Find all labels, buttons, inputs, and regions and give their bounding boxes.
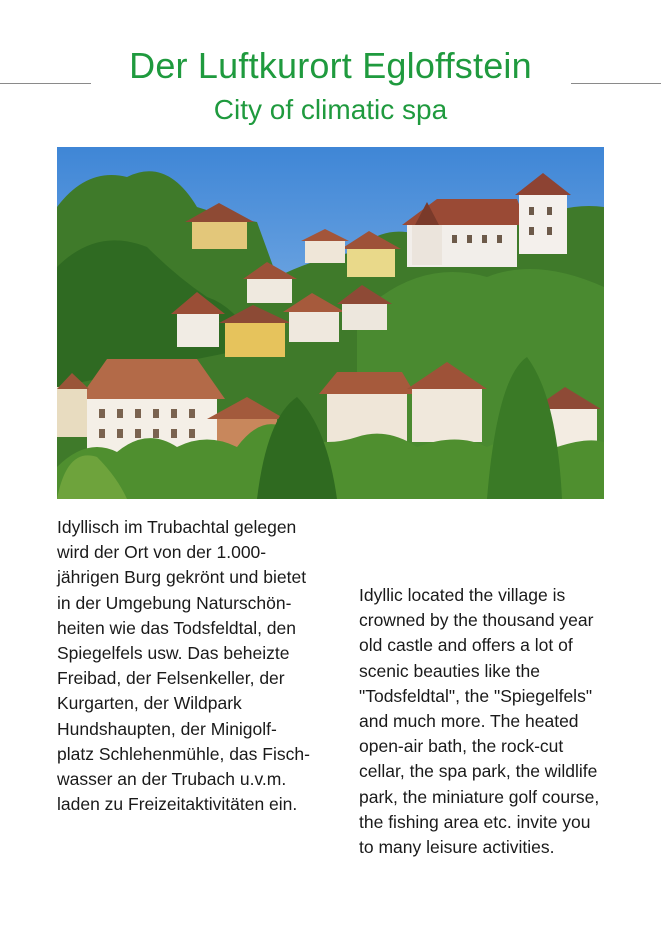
- village-photo: [57, 147, 604, 499]
- english-description: Idyllic located the village is crowned by the thousand year old castle and offers a lot of scenic beauties like the "Todsfeldtal", the "Spiegelfels" and much more. The heated open-air bath, the rock-cut cellar, the spa park, the wildlife park, the miniature golf course, the fishing area etc. invite you to many leisure activities.: [359, 585, 600, 858]
- german-description: Idyllisch im Trubachtal gelegen wird der Ort von der 1.000- jährigen Burg gekrönt und bietet in der Umgebung Naturschön- heiten wie das Todsfeldtal, den Spiegelfels usw. Das beheizte Freibad, der Felsenkeller, der Kurgarten, der Wildpark Hundshaupten, der Minigolf- platz Schlehenmühle, das Fisch- wasser an der Trubach u.v.m. laden zu Freizeitaktivitäten ein.: [57, 517, 310, 815]
- page-subtitle: City of climatic spa: [213, 94, 448, 125]
- page-title: Der Luftkurort Egloffstein: [129, 45, 532, 86]
